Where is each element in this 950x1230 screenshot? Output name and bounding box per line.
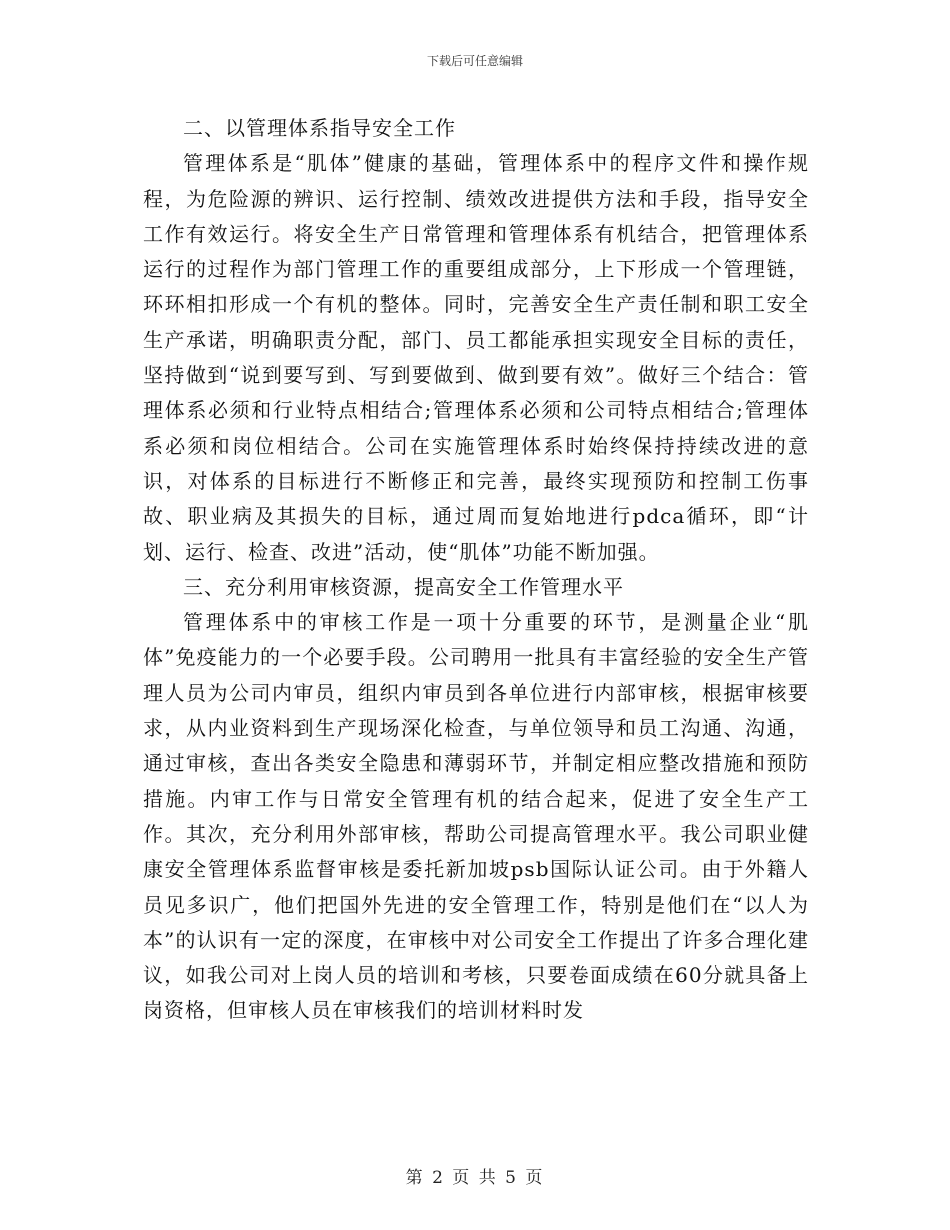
section-3-heading: 三、充分利用审核资源，提高安全工作管理水平 xyxy=(183,574,624,599)
page-header: 下载后可任意编辑 xyxy=(426,54,523,68)
section-3-paragraph: 管理体系中的审核工作是一项十分重要的环节，是测量企业“肌体”免疫能力的一个必要手段。公司聘用一批具有丰富经验的安全生产管理人员为公司内审员，组织内审员到各单位进行内部审核，根据审核要求，从内业资料到生产现场深化检查，与单位领导和员工沟通、沟通，通过审核，查出各类安全隐患和薄弱环节，并制定相应整改措施和预防措施。内审工作与日常安全管理有机的结合起来，促进了安全生产工作。其次，充分利用外部审核，帮助公司提高管理水平。我公司职业健康安全管理体系监督审核是委托新加坡psb国际认证公司。由于外籍人员见多识广，他们把国外先进的安全管理工作，特别是他们在“以人为本”的认识有一定的深度，在审核中对公司安全工作提出了许多合理化建议，如我公司对上岗人员的培训和考核，只要卷面成绩在60分就具备上岗资格，但审核人员在审核我们的培训材料时发 xyxy=(143,610,809,1023)
section-2-paragraph: 管理体系是“肌体”健康的基础，管理体系中的程序文件和操作规程，为危险源的辨识、运行控制、绩效改进提供方法和手段，指导安全工作有效运行。将安全生产日常管理和管理体系有机结合，把管理体系运行的过程作为部门管理工作的重要组成部分，上下形成一个管理链，环环相扣形成一个有机的整体。同时，完善安全生产责任制和职工安全生产承诺，明确职责分配，部门、员工都能承担实现安全目标的责任，坚持做到“说到要写到、写到要做到、做到要有效”。做好三个结合：管理体系必须和行业特点相结合;管理体系必须和公司特点相结合;管理体系必须和岗位相结合。公司在实施管理体系时始终保持持续改进的意识，对体系的目标进行不断修正和完善，最终实现预防和控制工伤事故、职业病及其损失的目标，通过周而复始地进行pdca循环，即“计划、运行、检查、改进”活动，使“肌体”功能不断加强。 xyxy=(143,151,809,564)
section-2-heading: 二、以管理体系指导安全工作 xyxy=(183,116,456,140)
page-number-footer: 第 2 页 共 5 页 xyxy=(405,1168,545,1188)
document-body xyxy=(143,111,809,1029)
